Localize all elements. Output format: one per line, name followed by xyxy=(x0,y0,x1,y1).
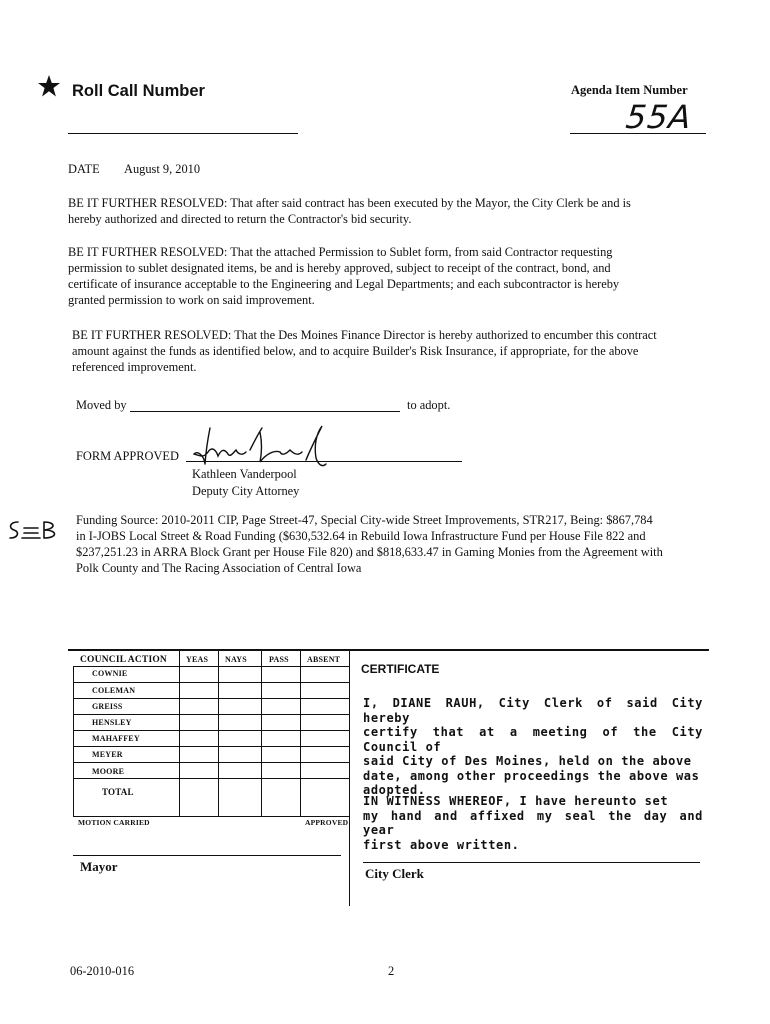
mayor-signature-line xyxy=(73,855,341,856)
council-action-header: COUNCIL ACTION xyxy=(80,655,167,665)
table-hline xyxy=(73,816,349,817)
certificate-line: my hand and affixed my seal the day and year xyxy=(363,808,703,837)
paragraph-line: certificate of insurance acceptable to the Engineering and Legal Departments; and each subcontractor is hereby xyxy=(68,277,620,291)
document-id: 06-2010-016 xyxy=(70,964,135,978)
member-row: MAHAFFEY xyxy=(92,734,140,743)
table-hline xyxy=(73,666,349,667)
star-icon xyxy=(37,74,61,98)
paragraph-sublet xyxy=(68,244,708,308)
agenda-item-number: 55A xyxy=(624,98,694,136)
certificate-line: date, among other proceedings the above was xyxy=(363,768,700,783)
table-vline xyxy=(73,666,74,816)
certificate-line: said City of Des Moines, held on the above xyxy=(363,754,692,768)
table-hline xyxy=(73,746,349,747)
paragraph-finance xyxy=(72,327,708,375)
member-row: MOORE xyxy=(92,767,125,776)
paragraph-bid-security xyxy=(68,195,708,227)
member-row: GREISS xyxy=(92,702,123,711)
table-hline xyxy=(73,714,349,715)
roll-call-number-line xyxy=(68,133,298,134)
certificate-body xyxy=(363,696,703,798)
moved-by-suffix: to adopt. xyxy=(407,398,451,412)
certificate-witness xyxy=(363,794,703,852)
paragraph-line: BE IT FURTHER RESOLVED: That the attached Permission to Sublet form, from said Contractor requesting xyxy=(68,245,613,259)
member-row: COLEMAN xyxy=(92,686,136,695)
col-pass: PASS xyxy=(269,655,289,664)
paragraph-line: BE IT FURTHER RESOLVED: That after said contract has been executed by the Mayor, the City Clerk be and is xyxy=(68,196,631,210)
total-row: TOTAL xyxy=(102,787,134,797)
paragraph-line: amount against the funds as identified below, and to acquire Builder's Risk Insurance, if appropriate, for the above xyxy=(72,344,639,358)
margin-initials xyxy=(4,516,66,546)
roll-call-title: Roll Call Number xyxy=(72,82,205,100)
moved-by-label: Moved by xyxy=(76,398,127,412)
moved-by-line xyxy=(130,411,400,412)
agenda-number-line xyxy=(570,133,706,134)
clerk-signature-line xyxy=(363,862,700,863)
member-row: COWNIE xyxy=(92,669,128,678)
funding-source xyxy=(76,512,708,576)
page-number: 2 xyxy=(388,964,395,978)
table-hline xyxy=(73,762,349,763)
member-row: HENSLEY xyxy=(92,718,132,727)
attorney-title: Deputy City Attorney xyxy=(192,484,300,498)
funding-line: $237,251.23 in ARRA Block Grant per House File 820) and $818,633.47 in Gaming Monies from the Agreement with xyxy=(76,545,663,559)
paragraph-line: granted permission to work on said improvement. xyxy=(68,293,315,307)
table-vline xyxy=(179,651,180,816)
city-clerk-label: City Clerk xyxy=(365,866,424,881)
agenda-item-label: Agenda Item Number xyxy=(571,83,688,97)
table-vline xyxy=(218,651,219,816)
certificate-title: CERTIFICATE xyxy=(361,662,440,676)
col-absent: ABSENT xyxy=(307,655,341,664)
bottom-section-rule xyxy=(68,649,709,651)
date-value: August 9, 2010 xyxy=(124,162,201,176)
mayor-label: Mayor xyxy=(80,859,118,874)
section-divider xyxy=(349,650,350,906)
date-label: DATE xyxy=(68,162,100,176)
certificate-line: IN WITNESS WHEREOF, I have hereunto set xyxy=(363,794,669,808)
table-hline xyxy=(73,778,349,779)
col-yeas: YEAS xyxy=(186,655,209,664)
table-hline xyxy=(73,698,349,699)
funding-line: Polk County and The Racing Association of Central Iowa xyxy=(76,561,362,575)
member-row: MEYER xyxy=(92,750,123,759)
attorney-signature xyxy=(188,420,338,472)
certificate-line: I, DIANE RAUH, City Clerk of said City hereby xyxy=(363,696,703,725)
certificate-line: adopted. xyxy=(363,783,426,797)
funding-line: Funding Source: 2010-2011 CIP, Page Street-47, Special City-wide Street Improvements, STR217, Being: $867,784 xyxy=(76,513,653,527)
funding-line: in I-JOBS Local Street & Road Funding ($630,532.64 in Rebuild Iowa Infrastructure Fund per House File 822 and xyxy=(76,529,646,543)
attorney-name: Kathleen Vanderpool xyxy=(192,467,297,481)
paragraph-line: referenced improvement. xyxy=(72,360,197,374)
paragraph-line: permission to sublet designated items, be and is hereby approved, subject to receipt of the contract, bond, and xyxy=(68,261,611,275)
table-hline xyxy=(73,730,349,731)
motion-carried: MOTION CARRIED xyxy=(78,818,150,827)
table-vline xyxy=(300,651,301,816)
col-nays: NAYS xyxy=(225,655,247,664)
table-hline xyxy=(73,682,349,683)
table-vline xyxy=(261,651,262,816)
certificate-line: certify that at a meeting of the City Council of xyxy=(363,725,703,754)
paragraph-line: BE IT FURTHER RESOLVED: That the Des Moines Finance Director is hereby authorized to encumber this contract xyxy=(72,328,657,342)
paragraph-line: hereby authorized and directed to return the Contractor's bid security. xyxy=(68,212,412,226)
certificate-line: first above written. xyxy=(363,837,520,852)
approved-label: APPROVED xyxy=(305,818,349,827)
form-approved-label: FORM APPROVED xyxy=(76,449,179,463)
